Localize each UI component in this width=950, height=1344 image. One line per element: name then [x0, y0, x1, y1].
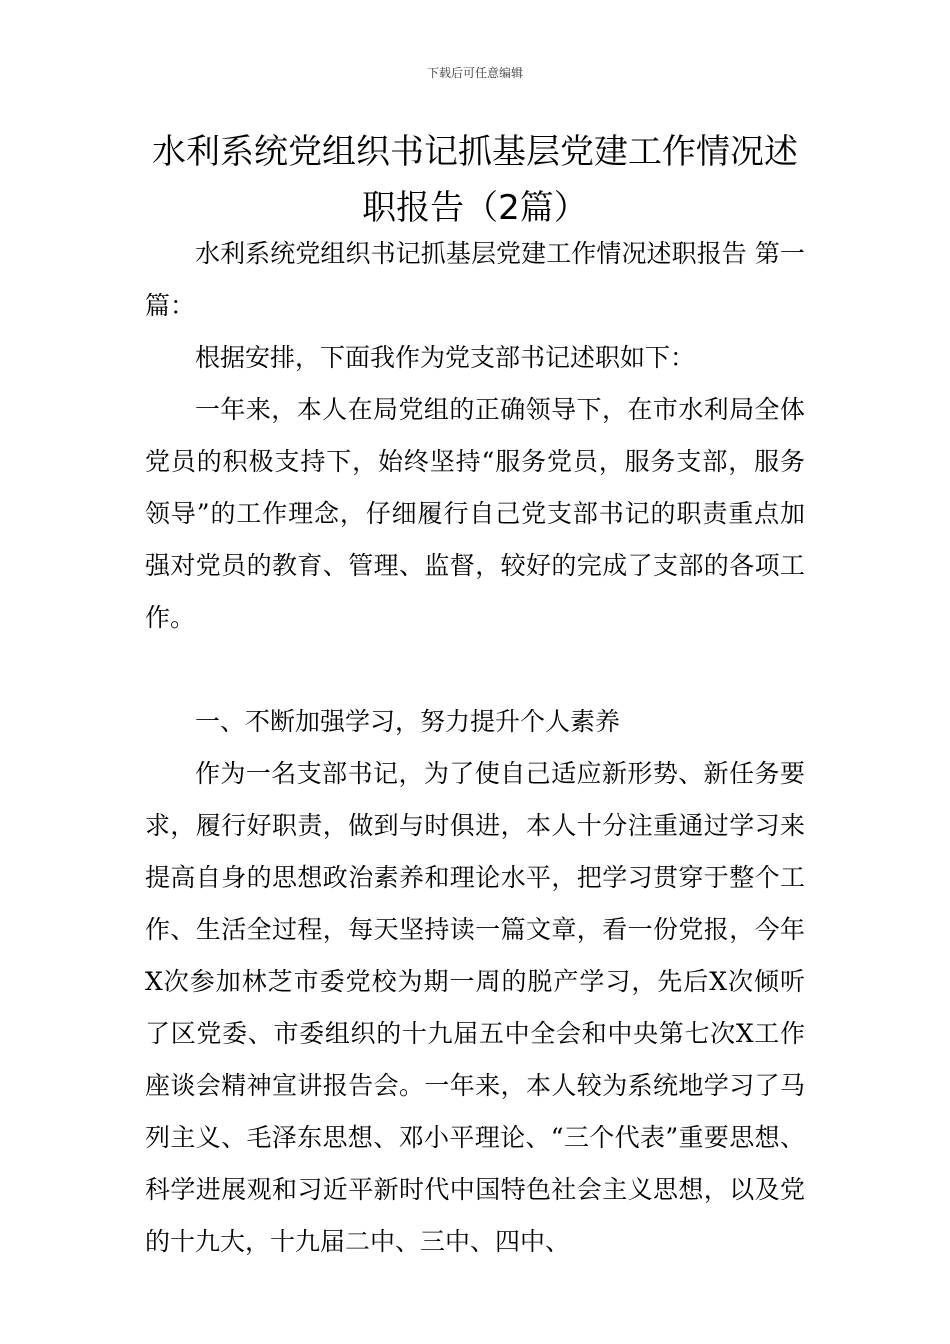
section-heading-1: 一、不断加强学习，努力提升个人素养 — [195, 707, 621, 736]
intro-paragraph: 水利系统党组织书记抓基层党建工作情况述职报告 第一篇： — [145, 239, 805, 320]
arrangement-paragraph: 根据安排，下面我作为党支部书记述职如下： — [195, 343, 696, 372]
summary-paragraph: 一年来，本人在局党组的正确领导下，在市水利局全体党员的积极支持下，始终坚持“服务党员，服务支部，服务领导”的工作理念，仔细履行自己党支部书记的职责重点加强对党员的教育、管理、监督，较好的完成了支部的各项工作。 — [145, 395, 805, 632]
section-1-paragraph: 作为一名支部书记，为了使自己适应新形势、新任务要求，履行好职责，做到与时俱进，本人十分注重通过学习来提高自身的思想政治素养和理论水平，把学习贯穿于整个工作、生活全过程，每天坚持读一篇文章，看一份党报，今年X次参加林芝市委党校为期一周的脱产学习，先后X次倾听了区党委、市委组织的十九届五中全会和中央第七次X工作座谈会精神宣讲报告会。一年来，本人较为系统地学习了马列主义、毛泽东思想、邓小平理论、“三个代表”重要思想、科学进展观和习近平新时代中国特色社会主义思想，以及党的十九大，十九届二中、三中、四中、 — [145, 759, 805, 1256]
paragraph-gap — [145, 644, 805, 696]
page-header-note: 下载后可任意编辑 — [426, 66, 523, 80]
document-body — [145, 228, 805, 1268]
document-title: 水利系统党组织书记抓基层党建工作情况述职报告（2篇） — [152, 132, 798, 228]
